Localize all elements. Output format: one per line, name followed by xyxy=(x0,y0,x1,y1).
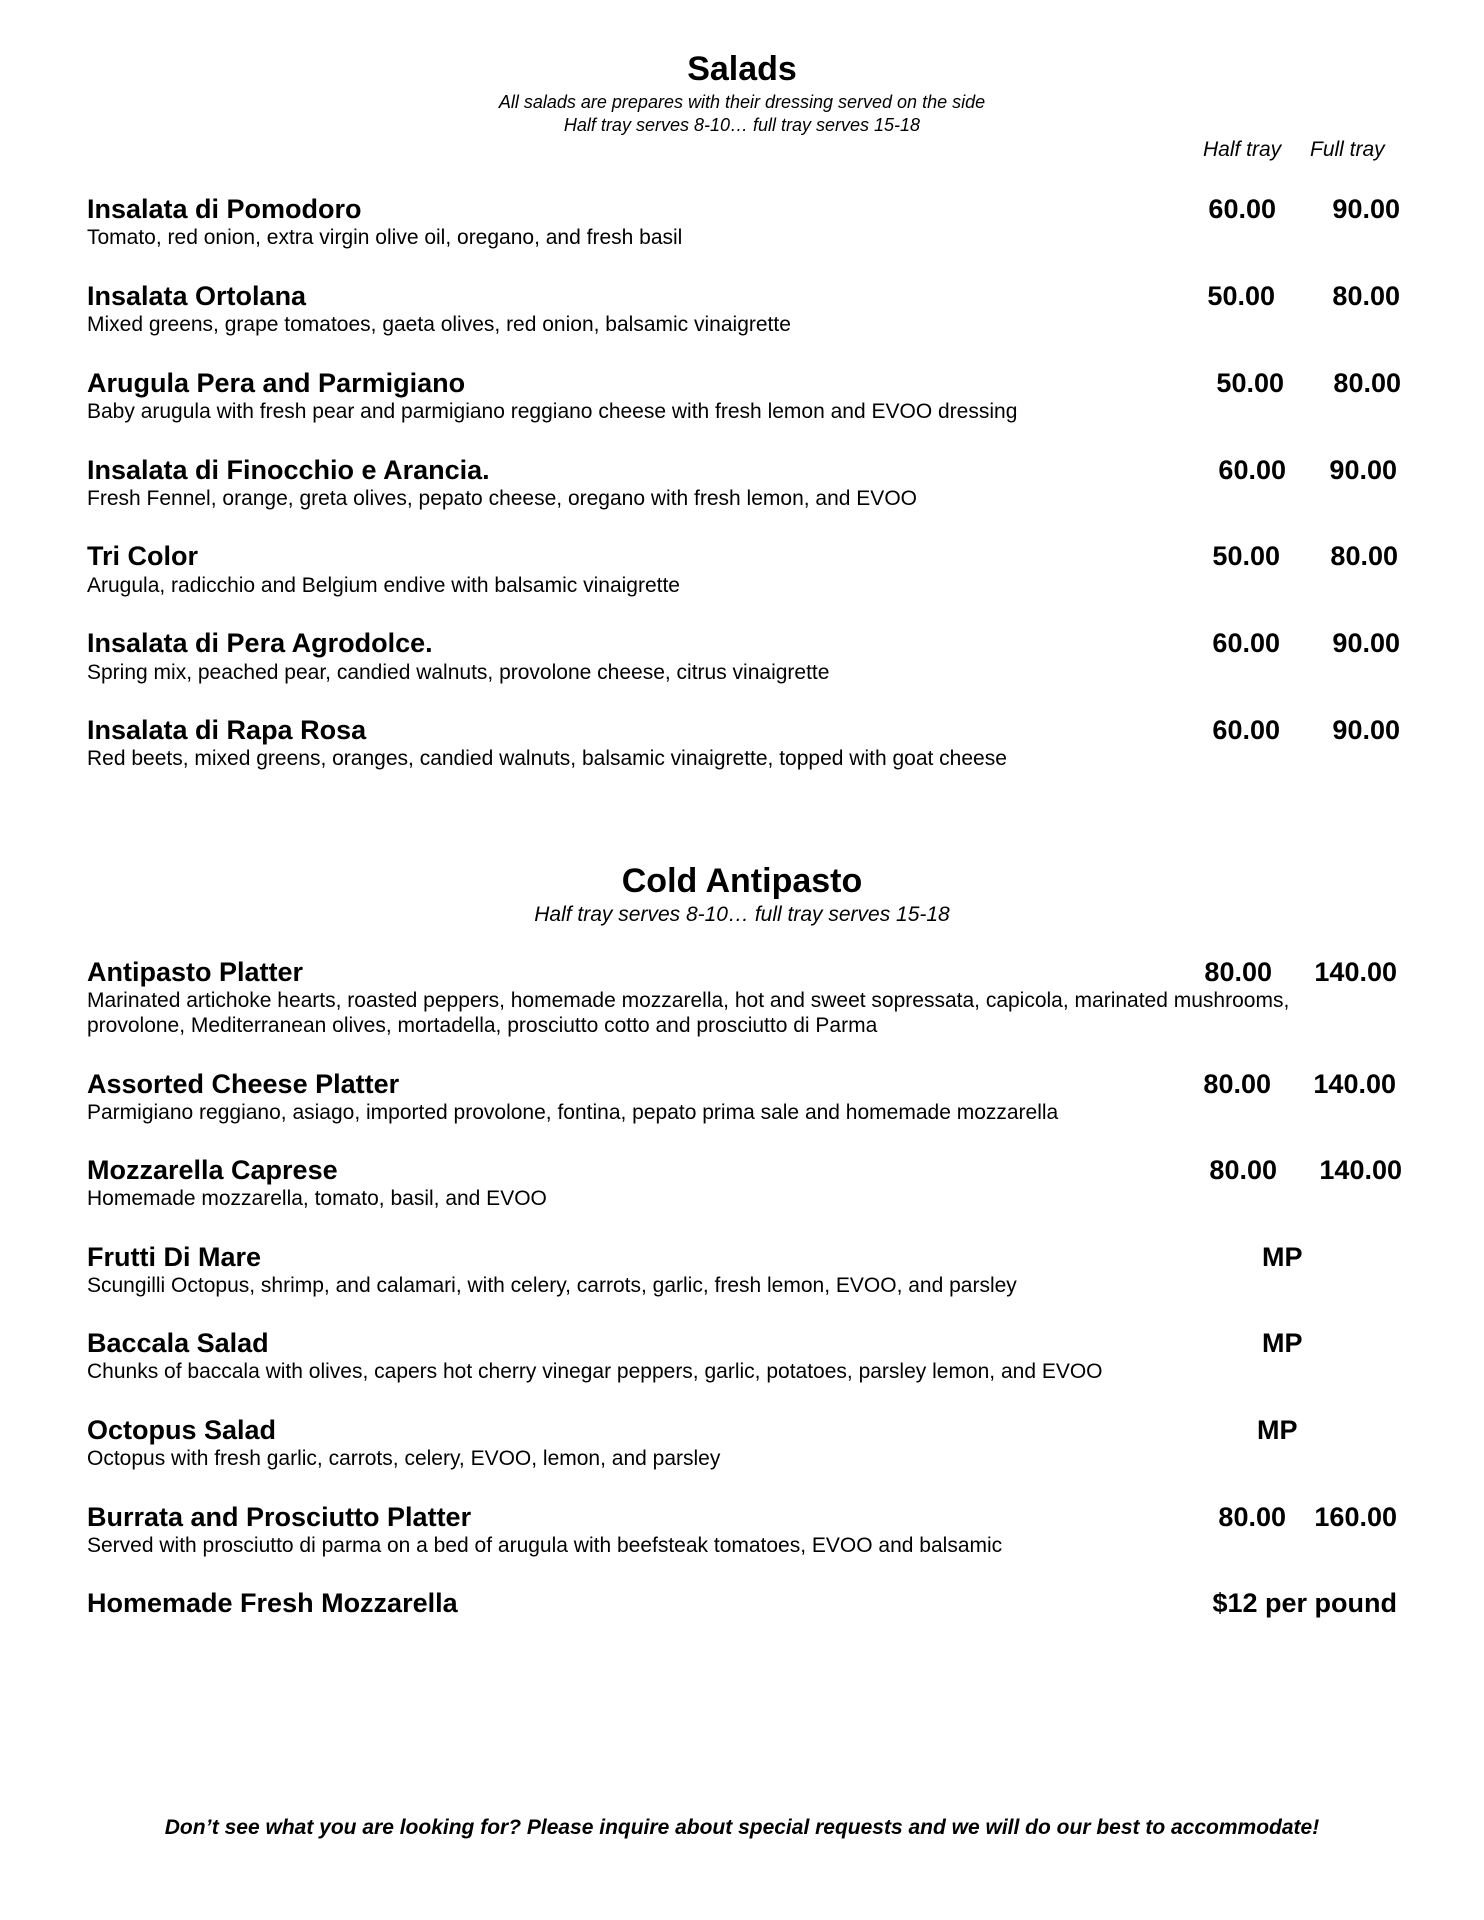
half-tray-price: 50.00 xyxy=(1207,281,1275,311)
item-description: Marinated artichoke hearts, roasted peppers, homemade mozzarella, hot and sweet sopressata, capicola, marinated mushrooms, provolone, Mediterranean olives, mortadella, prosciutto cotto and prosciutto di Parma xyxy=(87,989,1290,1037)
full-tray-price: 80.00 xyxy=(1332,281,1400,311)
half-tray-header: Half tray xyxy=(1203,138,1282,161)
full-tray-price: 140.00 xyxy=(1313,1069,1396,1099)
footer-note: Don’t see what you are looking for? Please inquire about special requests and we will do our best to accommodate! xyxy=(164,1816,1320,1839)
salads-note-line2: Half tray serves 8-10… full tray serves 15-18 xyxy=(563,115,921,135)
half-tray-price: 80.00 xyxy=(1203,1069,1271,1099)
item-name: Insalata Ortolana xyxy=(87,281,307,311)
full-tray-price: 80.00 xyxy=(1333,368,1401,398)
item-name: Arugula Pera and Parmigiano xyxy=(87,368,466,398)
market-price: MP xyxy=(1262,1242,1303,1272)
half-tray-price: 80.00 xyxy=(1218,1502,1286,1532)
half-tray-price: 60.00 xyxy=(1212,715,1280,745)
item-description: Fresh Fennel, orange, greta olives, pepato cheese, oregano with fresh lemon, and EVOO xyxy=(87,487,917,510)
full-tray-price: 90.00 xyxy=(1329,455,1397,485)
item-name: Insalata di Finocchio e Arancia. xyxy=(87,455,490,485)
item-description: Octopus with fresh garlic, carrots, celery, EVOO, lemon, and parsley xyxy=(87,1447,721,1470)
item-name: Antipasto Platter xyxy=(87,957,304,987)
item-description: Mixed greens, grape tomatoes, gaeta olives, red onion, balsamic vinaigrette xyxy=(87,313,791,336)
item-description: Baby arugula with fresh pear and parmigiano reggiano cheese with fresh lemon and EVOO dressing xyxy=(87,400,1018,423)
item-description: Scungilli Octopus, shrimp, and calamari, with celery, carrots, garlic, fresh lemon, EVOO, and parsley xyxy=(87,1274,1017,1297)
half-tray-price: 50.00 xyxy=(1216,368,1284,398)
salads-title: Salads xyxy=(687,50,797,88)
item-name: Octopus Salad xyxy=(87,1415,277,1445)
half-tray-price: 80.00 xyxy=(1204,957,1272,987)
antipasto-title: Cold Antipasto xyxy=(621,862,863,900)
half-tray-price: 60.00 xyxy=(1218,455,1286,485)
item-description: Spring mix, peached pear, candied walnuts, provolone cheese, citrus vinaigrette xyxy=(87,661,830,684)
full-tray-price: 160.00 xyxy=(1314,1502,1397,1532)
full-tray-price: 140.00 xyxy=(1319,1155,1402,1185)
item-description: Arugula, radicchio and Belgium endive with balsamic vinaigrette xyxy=(87,574,680,597)
market-price: MP xyxy=(1257,1415,1298,1445)
full-tray-price: 140.00 xyxy=(1314,957,1397,987)
half-tray-price: 50.00 xyxy=(1212,541,1280,571)
market-price: MP xyxy=(1262,1328,1303,1358)
antipasto-note: Half tray serves 8-10… full tray serves 15-18 xyxy=(534,903,950,926)
half-tray-price: 60.00 xyxy=(1208,194,1276,224)
item-name: Assorted Cheese Platter xyxy=(87,1069,400,1099)
item-name: Homemade Fresh Mozzarella xyxy=(87,1588,458,1618)
item-description: Served with prosciutto di parma on a bed of arugula with beefsteak tomatoes, EVOO and balsamic xyxy=(87,1534,1003,1557)
item-description: Red beets, mixed greens, oranges, candied walnuts, balsamic vinaigrette, topped with goat cheese xyxy=(87,747,1007,770)
item-name: Insalata di Rapa Rosa xyxy=(87,715,367,745)
half-tray-price: 80.00 xyxy=(1209,1155,1277,1185)
item-name: Burrata and Prosciutto Platter xyxy=(87,1502,472,1532)
item-description: Tomato, red onion, extra virgin olive oil, oregano, and fresh basil xyxy=(87,226,683,249)
full-tray-header: Full tray xyxy=(1310,138,1385,161)
full-tray-price: 90.00 xyxy=(1332,715,1400,745)
item-name: Insalata di Pera Agrodolce. xyxy=(87,628,433,658)
price-per-pound: $12 per pound xyxy=(1212,1588,1397,1618)
half-tray-price: 60.00 xyxy=(1212,628,1280,658)
item-name: Baccala Salad xyxy=(87,1328,269,1358)
item-name: Mozzarella Caprese xyxy=(87,1155,338,1185)
full-tray-price: 90.00 xyxy=(1332,194,1400,224)
item-description: Homemade mozzarella, tomato, basil, and EVOO xyxy=(87,1187,547,1210)
item-description: Chunks of baccala with olives, capers hot cherry vinegar peppers, garlic, potatoes, parsley lemon, and EVOO xyxy=(87,1360,1103,1383)
item-description: Parmigiano reggiano, asiago, imported provolone, fontina, pepato prima sale and homemade mozzarella xyxy=(87,1101,1059,1124)
salads-note-line1: All salads are prepares with their dressing served on the side xyxy=(498,92,986,112)
item-name: Tri Color xyxy=(87,541,199,571)
item-name: Frutti Di Mare xyxy=(87,1242,262,1272)
full-tray-price: 80.00 xyxy=(1330,541,1398,571)
full-tray-price: 90.00 xyxy=(1332,628,1400,658)
item-name: Insalata di Pomodoro xyxy=(87,194,362,224)
